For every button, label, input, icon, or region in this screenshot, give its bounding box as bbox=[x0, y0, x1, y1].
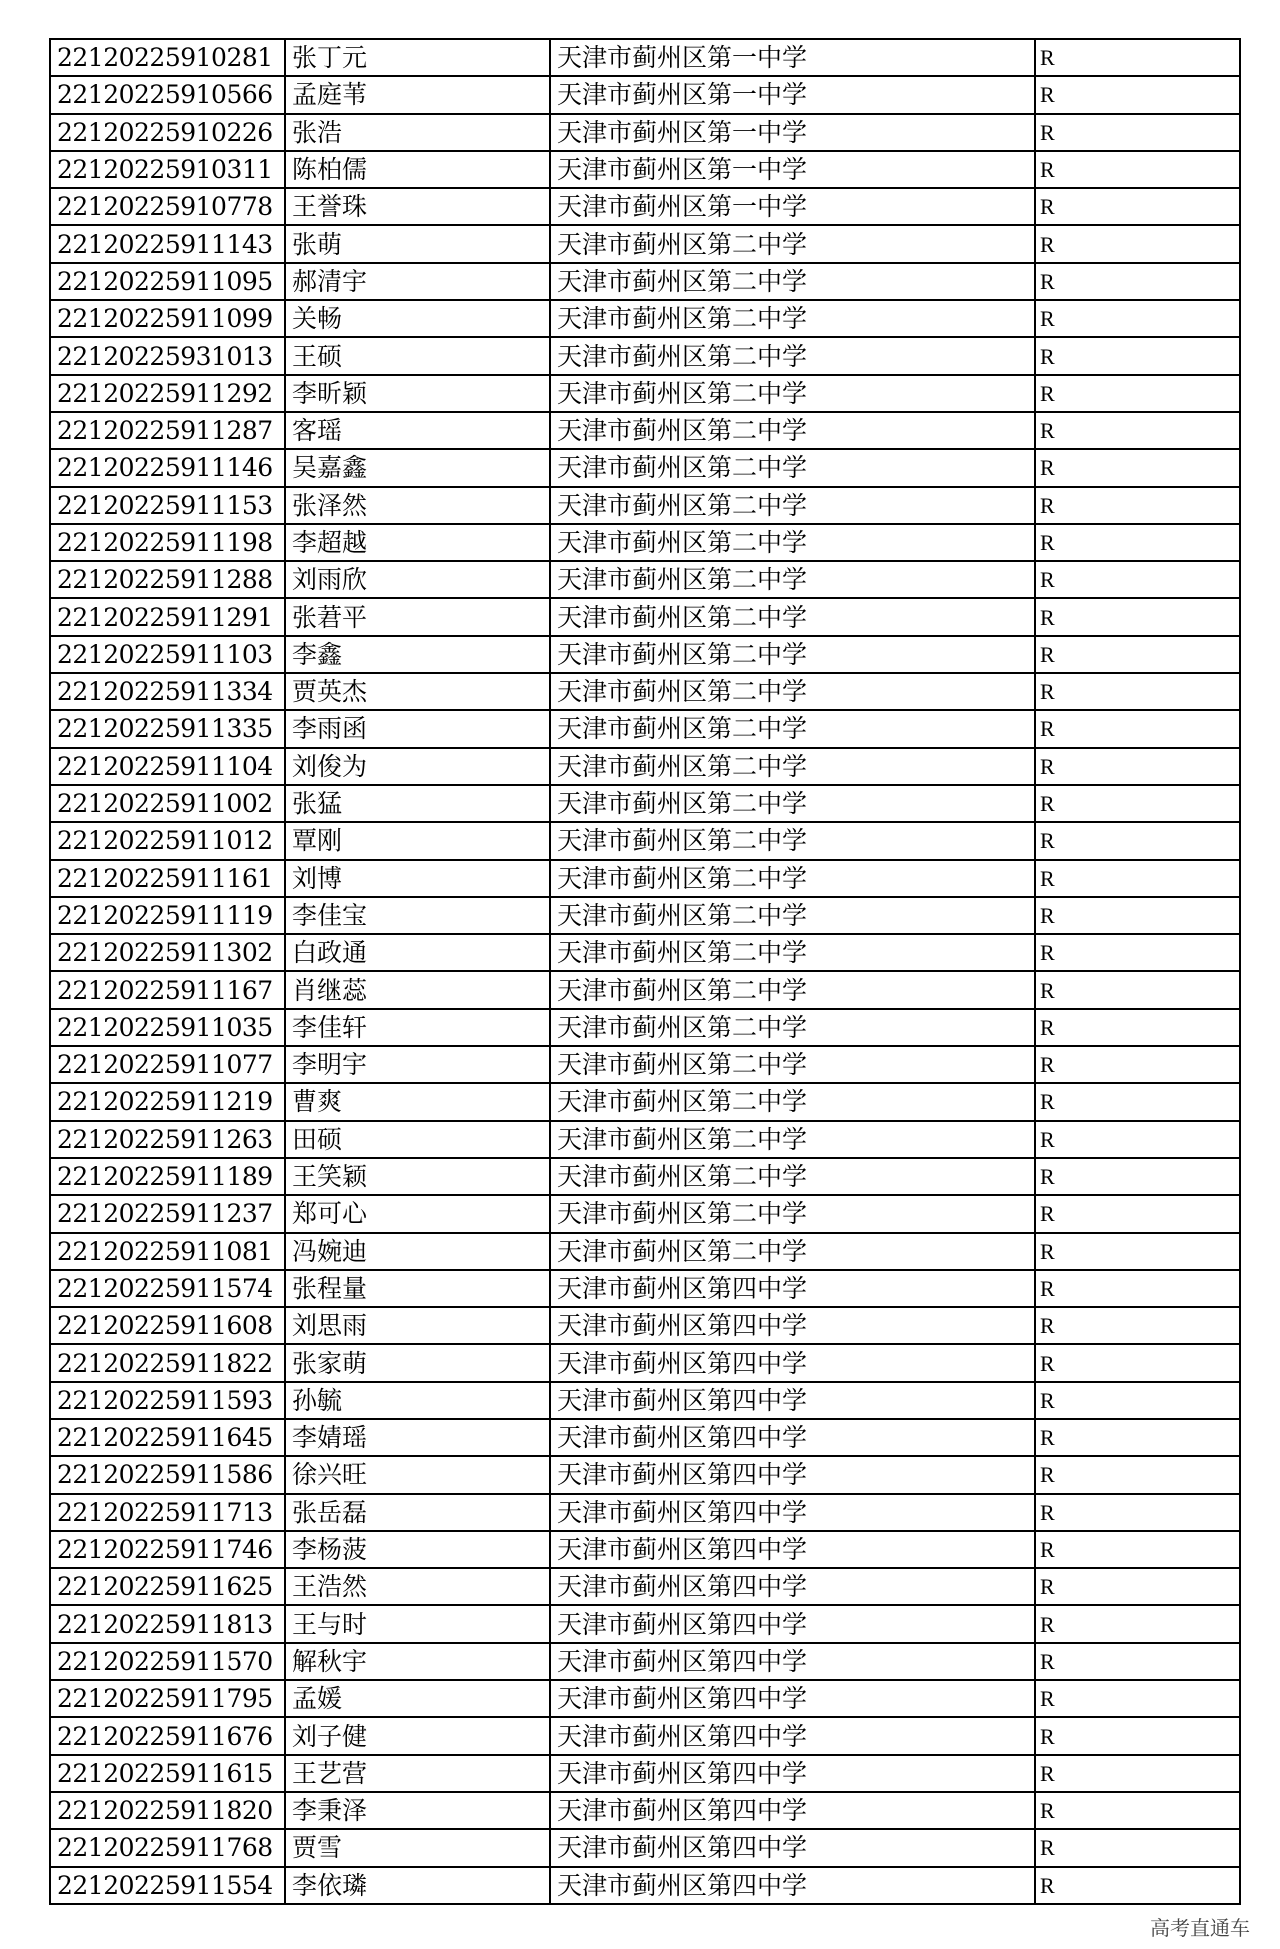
grade-cell: R bbox=[1035, 1792, 1240, 1829]
school-cell: 天津市蓟州区第四中学 bbox=[550, 1344, 1035, 1381]
grade-cell: R bbox=[1035, 1680, 1240, 1717]
student-name-cell: 李明宇 bbox=[285, 1046, 550, 1083]
table-row bbox=[50, 1083, 1240, 1120]
school-cell: 天津市蓟州区第二中学 bbox=[550, 1046, 1035, 1083]
school-cell: 天津市蓟州区第二中学 bbox=[550, 1195, 1035, 1232]
school-cell: 天津市蓟州区第四中学 bbox=[550, 1643, 1035, 1680]
table-row bbox=[50, 76, 1240, 113]
student-name-cell: 客瑶 bbox=[285, 412, 550, 449]
school-cell: 天津市蓟州区第二中学 bbox=[550, 785, 1035, 822]
table-row bbox=[50, 151, 1240, 188]
table-row bbox=[50, 897, 1240, 934]
exam-id-cell: 22120225911334 bbox=[50, 673, 285, 710]
table-row bbox=[50, 636, 1240, 673]
grade-cell: R bbox=[1035, 1233, 1240, 1270]
exam-id-cell: 22120225911820 bbox=[50, 1792, 285, 1829]
school-cell: 天津市蓟州区第四中学 bbox=[550, 1680, 1035, 1717]
table-row bbox=[50, 1195, 1240, 1232]
exam-id-cell: 22120225911795 bbox=[50, 1680, 285, 1717]
exam-id-cell: 22120225911143 bbox=[50, 225, 285, 262]
table-row bbox=[50, 1755, 1240, 1792]
grade-cell: R bbox=[1035, 673, 1240, 710]
student-name-cell: 徐兴旺 bbox=[285, 1456, 550, 1493]
table-row bbox=[50, 598, 1240, 635]
table-row bbox=[50, 487, 1240, 524]
student-list-table bbox=[49, 38, 1241, 1905]
grade-cell: R bbox=[1035, 449, 1240, 486]
exam-id-cell: 22120225911287 bbox=[50, 412, 285, 449]
school-cell: 天津市蓟州区第四中学 bbox=[550, 1755, 1035, 1792]
student-name-cell: 贾雪 bbox=[285, 1829, 550, 1866]
school-cell: 天津市蓟州区第一中学 bbox=[550, 39, 1035, 76]
student-name-cell: 郑可心 bbox=[285, 1195, 550, 1232]
exam-id-cell: 22120225911219 bbox=[50, 1083, 285, 1120]
school-cell: 天津市蓟州区第二中学 bbox=[550, 860, 1035, 897]
exam-id-cell: 22120225910566 bbox=[50, 76, 285, 113]
table-row bbox=[50, 1121, 1240, 1158]
school-cell: 天津市蓟州区第四中学 bbox=[550, 1270, 1035, 1307]
school-cell: 天津市蓟州区第四中学 bbox=[550, 1867, 1035, 1904]
student-name-cell: 刘子健 bbox=[285, 1717, 550, 1754]
exam-id-cell: 22120225911189 bbox=[50, 1158, 285, 1195]
exam-id-cell: 22120225911554 bbox=[50, 1867, 285, 1904]
table-row bbox=[50, 1456, 1240, 1493]
table-row bbox=[50, 1867, 1240, 1904]
school-cell: 天津市蓟州区第二中学 bbox=[550, 673, 1035, 710]
student-name-cell: 张萌 bbox=[285, 225, 550, 262]
student-name-cell: 冯婉迪 bbox=[285, 1233, 550, 1270]
grade-cell: R bbox=[1035, 524, 1240, 561]
student-name-cell: 白政通 bbox=[285, 934, 550, 971]
student-name-cell: 刘思雨 bbox=[285, 1307, 550, 1344]
grade-cell: R bbox=[1035, 1046, 1240, 1083]
student-name-cell: 王笑颖 bbox=[285, 1158, 550, 1195]
school-cell: 天津市蓟州区第一中学 bbox=[550, 188, 1035, 225]
school-cell: 天津市蓟州区第四中学 bbox=[550, 1382, 1035, 1419]
school-cell: 天津市蓟州区第四中学 bbox=[550, 1456, 1035, 1493]
table-row bbox=[50, 1270, 1240, 1307]
exam-id-cell: 22120225911161 bbox=[50, 860, 285, 897]
grade-cell: R bbox=[1035, 337, 1240, 374]
school-cell: 天津市蓟州区第二中学 bbox=[550, 934, 1035, 971]
table-row bbox=[50, 263, 1240, 300]
exam-id-cell: 22120225911625 bbox=[50, 1568, 285, 1605]
student-name-cell: 李佳宝 bbox=[285, 897, 550, 934]
grade-cell: R bbox=[1035, 636, 1240, 673]
school-cell: 天津市蓟州区第四中学 bbox=[550, 1419, 1035, 1456]
school-cell: 天津市蓟州区第四中学 bbox=[550, 1792, 1035, 1829]
student-name-cell: 李依璘 bbox=[285, 1867, 550, 1904]
student-name-cell: 关畅 bbox=[285, 300, 550, 337]
grade-cell: R bbox=[1035, 748, 1240, 785]
grade-cell: R bbox=[1035, 1382, 1240, 1419]
student-name-cell: 郝清宇 bbox=[285, 263, 550, 300]
school-cell: 天津市蓟州区第二中学 bbox=[550, 710, 1035, 747]
grade-cell: R bbox=[1035, 1307, 1240, 1344]
grade-cell: R bbox=[1035, 225, 1240, 262]
grade-cell: R bbox=[1035, 1568, 1240, 1605]
student-name-cell: 李雨函 bbox=[285, 710, 550, 747]
table-row bbox=[50, 934, 1240, 971]
student-name-cell: 刘俊为 bbox=[285, 748, 550, 785]
school-cell: 天津市蓟州区第四中学 bbox=[550, 1494, 1035, 1531]
exam-id-cell: 22120225911768 bbox=[50, 1829, 285, 1866]
table-row bbox=[50, 860, 1240, 897]
student-name-cell: 肖继蕊 bbox=[285, 971, 550, 1008]
student-name-cell: 刘雨欣 bbox=[285, 561, 550, 598]
table-row bbox=[50, 748, 1240, 785]
table-row bbox=[50, 1531, 1240, 1568]
grade-cell: R bbox=[1035, 1867, 1240, 1904]
grade-cell: R bbox=[1035, 487, 1240, 524]
grade-cell: R bbox=[1035, 114, 1240, 151]
table-row bbox=[50, 412, 1240, 449]
exam-id-cell: 22120225911081 bbox=[50, 1233, 285, 1270]
exam-id-cell: 22120225911095 bbox=[50, 263, 285, 300]
exam-id-cell: 22120225910226 bbox=[50, 114, 285, 151]
grade-cell: R bbox=[1035, 1717, 1240, 1754]
table-row bbox=[50, 1419, 1240, 1456]
student-name-cell: 王浩然 bbox=[285, 1568, 550, 1605]
exam-id-cell: 22120225911746 bbox=[50, 1531, 285, 1568]
school-cell: 天津市蓟州区第二中学 bbox=[550, 1121, 1035, 1158]
exam-id-cell: 22120225911574 bbox=[50, 1270, 285, 1307]
exam-id-cell: 22120225911291 bbox=[50, 598, 285, 635]
exam-id-cell: 22120225910778 bbox=[50, 188, 285, 225]
grade-cell: R bbox=[1035, 188, 1240, 225]
school-cell: 天津市蓟州区第二中学 bbox=[550, 636, 1035, 673]
exam-id-cell: 22120225911146 bbox=[50, 449, 285, 486]
school-cell: 天津市蓟州区第二中学 bbox=[550, 748, 1035, 785]
exam-id-cell: 22120225911302 bbox=[50, 934, 285, 971]
table-row bbox=[50, 1605, 1240, 1642]
table-row bbox=[50, 1680, 1240, 1717]
exam-id-cell: 22120225911167 bbox=[50, 971, 285, 1008]
exam-id-cell: 22120225910281 bbox=[50, 39, 285, 76]
student-name-cell: 李昕颖 bbox=[285, 375, 550, 412]
table-row bbox=[50, 39, 1240, 76]
school-cell: 天津市蓟州区第二中学 bbox=[550, 337, 1035, 374]
table-row bbox=[50, 449, 1240, 486]
exam-id-cell: 22120225911288 bbox=[50, 561, 285, 598]
exam-id-cell: 22120225911012 bbox=[50, 822, 285, 859]
table-row bbox=[50, 1829, 1240, 1866]
school-cell: 天津市蓟州区第四中学 bbox=[550, 1605, 1035, 1642]
school-cell: 天津市蓟州区第二中学 bbox=[550, 561, 1035, 598]
exam-id-cell: 22120225911608 bbox=[50, 1307, 285, 1344]
grade-cell: R bbox=[1035, 1829, 1240, 1866]
grade-cell: R bbox=[1035, 1531, 1240, 1568]
student-name-cell: 张程量 bbox=[285, 1270, 550, 1307]
exam-id-cell: 22120225911103 bbox=[50, 636, 285, 673]
table-row bbox=[50, 1009, 1240, 1046]
table-row bbox=[50, 524, 1240, 561]
school-cell: 天津市蓟州区第一中学 bbox=[550, 114, 1035, 151]
table-row bbox=[50, 1792, 1240, 1829]
school-cell: 天津市蓟州区第二中学 bbox=[550, 225, 1035, 262]
table-row bbox=[50, 1568, 1240, 1605]
student-name-cell: 王硕 bbox=[285, 337, 550, 374]
grade-cell: R bbox=[1035, 300, 1240, 337]
table-row bbox=[50, 673, 1240, 710]
student-name-cell: 孟媛 bbox=[285, 1680, 550, 1717]
student-name-cell: 张岳磊 bbox=[285, 1494, 550, 1531]
table-row bbox=[50, 114, 1240, 151]
school-cell: 天津市蓟州区第二中学 bbox=[550, 897, 1035, 934]
school-cell: 天津市蓟州区第二中学 bbox=[550, 263, 1035, 300]
student-name-cell: 张家萌 bbox=[285, 1344, 550, 1381]
grade-cell: R bbox=[1035, 375, 1240, 412]
school-cell: 天津市蓟州区第二中学 bbox=[550, 524, 1035, 561]
grade-cell: R bbox=[1035, 1270, 1240, 1307]
exam-id-cell: 22120225911119 bbox=[50, 897, 285, 934]
table-row bbox=[50, 337, 1240, 374]
exam-id-cell: 22120225911002 bbox=[50, 785, 285, 822]
student-name-cell: 解秋宇 bbox=[285, 1643, 550, 1680]
table-row bbox=[50, 785, 1240, 822]
grade-cell: R bbox=[1035, 1344, 1240, 1381]
grade-cell: R bbox=[1035, 1009, 1240, 1046]
table-body bbox=[50, 39, 1240, 1904]
grade-cell: R bbox=[1035, 1419, 1240, 1456]
exam-id-cell: 22120225911335 bbox=[50, 710, 285, 747]
table-row bbox=[50, 300, 1240, 337]
student-name-cell: 曹爽 bbox=[285, 1083, 550, 1120]
school-cell: 天津市蓟州区第二中学 bbox=[550, 1009, 1035, 1046]
table-row bbox=[50, 1046, 1240, 1083]
exam-id-cell: 22120225910311 bbox=[50, 151, 285, 188]
school-cell: 天津市蓟州区第二中学 bbox=[550, 449, 1035, 486]
school-cell: 天津市蓟州区第二中学 bbox=[550, 971, 1035, 1008]
exam-id-cell: 22120225931013 bbox=[50, 337, 285, 374]
exam-id-cell: 22120225911104 bbox=[50, 748, 285, 785]
watermark: 高考直通车 bbox=[1150, 1916, 1250, 1940]
student-name-cell: 张浩 bbox=[285, 114, 550, 151]
student-name-cell: 李杨菠 bbox=[285, 1531, 550, 1568]
grade-cell: R bbox=[1035, 39, 1240, 76]
grade-cell: R bbox=[1035, 710, 1240, 747]
school-cell: 天津市蓟州区第四中学 bbox=[550, 1829, 1035, 1866]
table-row bbox=[50, 971, 1240, 1008]
exam-id-cell: 22120225911676 bbox=[50, 1717, 285, 1754]
student-name-cell: 李鑫 bbox=[285, 636, 550, 673]
table-row bbox=[50, 1158, 1240, 1195]
grade-cell: R bbox=[1035, 1158, 1240, 1195]
student-name-cell: 李秉泽 bbox=[285, 1792, 550, 1829]
grade-cell: R bbox=[1035, 151, 1240, 188]
school-cell: 天津市蓟州区第一中学 bbox=[550, 76, 1035, 113]
grade-cell: R bbox=[1035, 561, 1240, 598]
grade-cell: R bbox=[1035, 1605, 1240, 1642]
school-cell: 天津市蓟州区第二中学 bbox=[550, 300, 1035, 337]
table-row bbox=[50, 1643, 1240, 1680]
student-name-cell: 王艺营 bbox=[285, 1755, 550, 1792]
school-cell: 天津市蓟州区第二中学 bbox=[550, 1083, 1035, 1120]
student-name-cell: 覃刚 bbox=[285, 822, 550, 859]
exam-id-cell: 22120225911615 bbox=[50, 1755, 285, 1792]
grade-cell: R bbox=[1035, 598, 1240, 635]
school-cell: 天津市蓟州区第四中学 bbox=[550, 1717, 1035, 1754]
grade-cell: R bbox=[1035, 1195, 1240, 1232]
exam-id-cell: 22120225911077 bbox=[50, 1046, 285, 1083]
student-name-cell: 张泽然 bbox=[285, 487, 550, 524]
grade-cell: R bbox=[1035, 1456, 1240, 1493]
table-row bbox=[50, 561, 1240, 598]
school-cell: 天津市蓟州区第四中学 bbox=[550, 1568, 1035, 1605]
exam-id-cell: 22120225911292 bbox=[50, 375, 285, 412]
school-cell: 天津市蓟州区第二中学 bbox=[550, 1158, 1035, 1195]
table-row bbox=[50, 1382, 1240, 1419]
school-cell: 天津市蓟州区第二中学 bbox=[550, 412, 1035, 449]
grade-cell: R bbox=[1035, 412, 1240, 449]
student-name-cell: 贾英杰 bbox=[285, 673, 550, 710]
exam-id-cell: 22120225911263 bbox=[50, 1121, 285, 1158]
student-name-cell: 吴嘉鑫 bbox=[285, 449, 550, 486]
grade-cell: R bbox=[1035, 971, 1240, 1008]
grade-cell: R bbox=[1035, 1643, 1240, 1680]
student-name-cell: 王与时 bbox=[285, 1605, 550, 1642]
table-row bbox=[50, 822, 1240, 859]
student-name-cell: 孟庭苇 bbox=[285, 76, 550, 113]
table-row bbox=[50, 1344, 1240, 1381]
table-row bbox=[50, 1233, 1240, 1270]
school-cell: 天津市蓟州区第二中学 bbox=[550, 1233, 1035, 1270]
school-cell: 天津市蓟州区第二中学 bbox=[550, 598, 1035, 635]
student-name-cell: 张丁元 bbox=[285, 39, 550, 76]
grade-cell: R bbox=[1035, 860, 1240, 897]
table-row bbox=[50, 225, 1240, 262]
student-name-cell: 王誉珠 bbox=[285, 188, 550, 225]
grade-cell: R bbox=[1035, 897, 1240, 934]
exam-id-cell: 22120225911198 bbox=[50, 524, 285, 561]
grade-cell: R bbox=[1035, 1755, 1240, 1792]
exam-id-cell: 22120225911035 bbox=[50, 1009, 285, 1046]
exam-id-cell: 22120225911099 bbox=[50, 300, 285, 337]
exam-id-cell: 22120225911822 bbox=[50, 1344, 285, 1381]
exam-id-cell: 22120225911645 bbox=[50, 1419, 285, 1456]
exam-id-cell: 22120225911153 bbox=[50, 487, 285, 524]
exam-id-cell: 22120225911593 bbox=[50, 1382, 285, 1419]
grade-cell: R bbox=[1035, 1121, 1240, 1158]
exam-id-cell: 22120225911586 bbox=[50, 1456, 285, 1493]
school-cell: 天津市蓟州区第一中学 bbox=[550, 151, 1035, 188]
grade-cell: R bbox=[1035, 1494, 1240, 1531]
student-name-cell: 张莙平 bbox=[285, 598, 550, 635]
grade-cell: R bbox=[1035, 934, 1240, 971]
grade-cell: R bbox=[1035, 76, 1240, 113]
student-name-cell: 陈柏儒 bbox=[285, 151, 550, 188]
table-row bbox=[50, 188, 1240, 225]
exam-id-cell: 22120225911813 bbox=[50, 1605, 285, 1642]
student-name-cell: 张猛 bbox=[285, 785, 550, 822]
school-cell: 天津市蓟州区第四中学 bbox=[550, 1531, 1035, 1568]
school-cell: 天津市蓟州区第二中学 bbox=[550, 487, 1035, 524]
school-cell: 天津市蓟州区第二中学 bbox=[550, 375, 1035, 412]
student-name-cell: 孙毓 bbox=[285, 1382, 550, 1419]
grade-cell: R bbox=[1035, 822, 1240, 859]
table-row bbox=[50, 710, 1240, 747]
grade-cell: R bbox=[1035, 785, 1240, 822]
exam-id-cell: 22120225911237 bbox=[50, 1195, 285, 1232]
student-name-cell: 李佳轩 bbox=[285, 1009, 550, 1046]
student-name-cell: 李超越 bbox=[285, 524, 550, 561]
student-name-cell: 田硕 bbox=[285, 1121, 550, 1158]
table-row bbox=[50, 1717, 1240, 1754]
student-name-cell: 刘博 bbox=[285, 860, 550, 897]
student-name-cell: 李婧瑶 bbox=[285, 1419, 550, 1456]
school-cell: 天津市蓟州区第四中学 bbox=[550, 1307, 1035, 1344]
grade-cell: R bbox=[1035, 1083, 1240, 1120]
table-row bbox=[50, 1494, 1240, 1531]
grade-cell: R bbox=[1035, 263, 1240, 300]
exam-id-cell: 22120225911570 bbox=[50, 1643, 285, 1680]
table-row bbox=[50, 375, 1240, 412]
exam-id-cell: 22120225911713 bbox=[50, 1494, 285, 1531]
table-row bbox=[50, 1307, 1240, 1344]
school-cell: 天津市蓟州区第二中学 bbox=[550, 822, 1035, 859]
